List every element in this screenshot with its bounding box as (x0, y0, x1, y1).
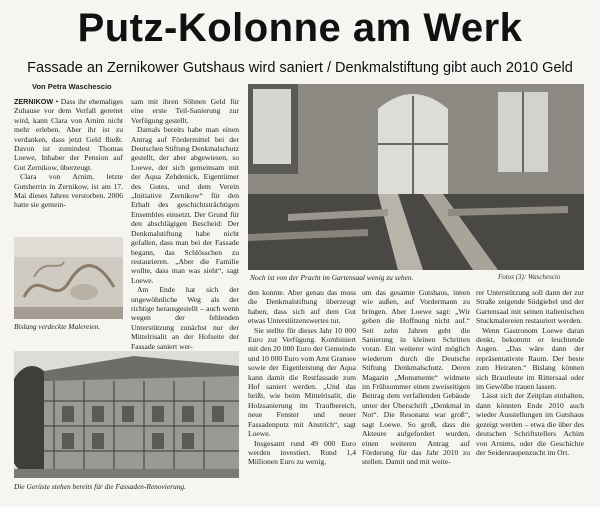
subheadline: Fassade an Zernikower Gutshaus wird saniert / Denkmalstiftung gibt auch 2010 Geld (27, 60, 573, 76)
column-4-paragraph-1: um das gesamte Gutshaus, innen wie außen, auf Vordermann zu bringen. Aber Loewe sagt: „Wir geben die Hoffnung nicht auf.“ Seit zehn Jahren geht die Sanierung in kleinen Schritten voran. Ein weiterer wird möglich wiederum durch die Deutsche Stiftung Denkmalschutz. Deren Magazin „Monumente“ widmete im Frühsommer einen zweiseitigen Beitrag dem verfallenden Gebäude unter der Überschrift „Denkmal in Not“. Die Resonanz war groß“, sagt Loewe. So groß, dass die Akteure aufgefordert wurden, einen weiteren Antrag auf Förderung für das Jahr 2010 zu stellen. Damit und mit weite- (362, 288, 470, 467)
fassade-caption: Die Gerüste stehen bereits für die Fassaden-Renovierung. (14, 482, 186, 491)
column-3-paragraph-3: Insgesamt rund 49 000 Euro werden investiert. Rund 1,4 Millionen Euro zu wenig, (248, 438, 356, 467)
malereien-photo (14, 237, 123, 319)
malereien-caption: Bislang verdeckte Malereien. (14, 322, 101, 331)
column-2-paragraph-2: Damals bereits habe man einen Antrag auf Fördermittel bei der Deutschen Stiftung Denkmalschutz gestellt, der aber abgewiesen, so Loewe, der sich gemeinsam mit der Aqua Zehdenick, Eigentümer des Gutes, und dem Verein „Initiative Zernikow“ für den Erhalt des geschichtsträchtigen Ensembles einsetzt. Der Grund für den abschlägigen Bescheid: Der Denkmalstiftung habe nicht gefallen, dass man bei der Fassade begann, das Schlösschen zu restaurieren. „Aber die Familie wollte, dass man was sieht“, sagt Loewe. (131, 125, 239, 285)
column-3-paragraph-2: Sie stellte für dieses Jahr 10 000 Euro zur Verfügung. Kombiniert mit den 20 000 Euro der Gemeinde und 10 000 Euro vom Amt Gransee sowie der Eigenleistung der Aqua kann damit die Restfassade zum Hof saniert werden. „Und das heißt, wie beim Mittelrisalit, die Holzsanierung im Traufbereich, neue Fenster und neuer Fassadenputz mit Anstrich“, sagt Loewe. (248, 325, 356, 439)
column-2-paragraph-1: sam mit ihren Söhnen Geld für eine erste Teil-Sanierung zur Verfügung gestellt. (131, 97, 239, 125)
gartensaal-caption: Noch ist von der Pracht im Gartensaal wenig zu sehen. (250, 273, 414, 282)
dateline: ZERNIKOW (14, 97, 54, 106)
photo-credit: Fotos (3): Waschescio (498, 273, 561, 281)
article-column-1 (14, 97, 123, 210)
article-column-5 (476, 288, 584, 457)
column-1-paragraph-1: • Dass ihr ehemaliges Zuhause vor dem Verfall gerettet wird, kann Clara von Arnim nicht mehr erleben. Aber ihr ist zu verdanken, dass jetzt Geld fließt. Davon ist zumindest Thomas Loewe, Inhaber der Pension auf Gut Zernikow, überzeugt. (14, 97, 123, 172)
headline: Putz-Kolonne am Werk (77, 6, 523, 50)
gartensaal-photo (248, 84, 584, 270)
column-3-paragraph-1: den konnte. Aber genau das muss die Denkmalstiftung überzeugt haben, dass sich auf dem Gut etwas Unterstützenswertes tut. (248, 288, 356, 326)
column-5-paragraph-1: rer Unterstützung soll dann der zur Straße zeigende Südgiebel und der Gartensaal mit seinen italienischen Stuckmalereien restauriert werden. (476, 288, 584, 326)
column-2-paragraph-3: Am Ende hat sich der ungewöhnliche Weg als der richtige herausgestellt – auch wenn wegen der fehlenden Unterstützung zunächst nur der Mittelrisalit an der Hofseite der Fassade saniert wer- (131, 285, 239, 351)
article-column-2 (131, 97, 239, 351)
column-5-paragraph-2: Wenn Gastronom Loewe daran denkt, bekommt er leuchtende Augen. „Das wäre dann der repräsentativste Raum. Der beste zum Heiraten.“ Bislang können sich Brautleute im Rittersaal oder im Gewölbe trauen lassen. (476, 325, 584, 392)
fassade-photo (14, 351, 239, 478)
byline: Von Petra Waschescio (32, 82, 112, 91)
article-column-4 (362, 288, 470, 467)
article-column-3 (248, 288, 356, 467)
column-1-paragraph-2: Clara von Arnim, letzte Gutsherrin in Zernikow, ist am 17. Mai dieses Jahres verstorben. 2006 hatte sie gemein- (14, 172, 123, 210)
column-5-paragraph-3: Lässt sich der Zeitplan einhalten, dann könnten Ende 2010 auch wieder Ausstellungen im Gutshaus gezeigt werden – etwa die über des deutschen Schriftstellers Achim von Arnims, oder die Geschichte der Seidenraupenzucht im Ort. (476, 391, 584, 457)
